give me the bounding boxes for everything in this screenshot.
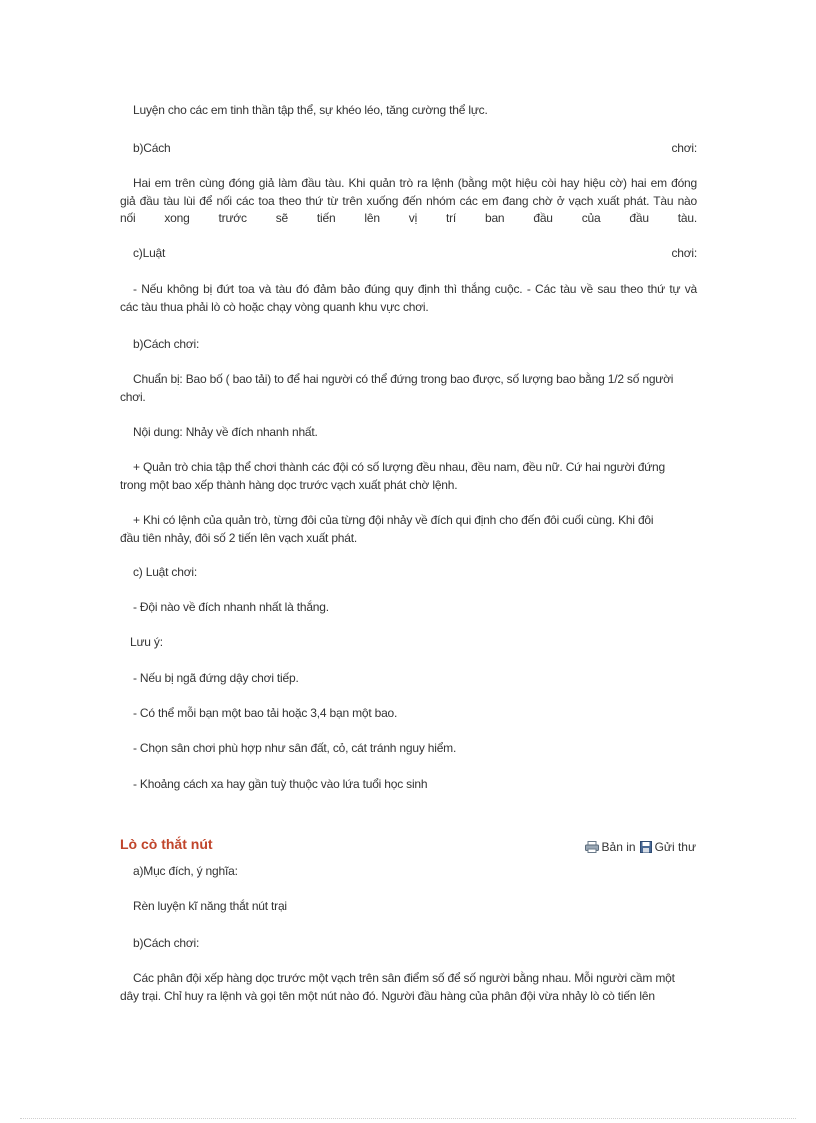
text-line: - Nếu không bị đứt toa và tàu đó đảm bảo đúng quy định thì thắng cuộc. - Các tàu về sau theo thứ tự và	[133, 282, 697, 296]
heading-purpose: a)Mục đích, ý nghĩa:	[133, 864, 238, 878]
heading-how-to-play-3: b)Cách chơi:	[133, 936, 200, 950]
text-line: trong một bao xếp thành hàng dọc trước vạch xuất phát chờ lệnh.	[120, 477, 458, 492]
text-line: Chuẩn bị: Bao bố ( bao tải) to để hai người có thể đứng trong bao được, số lượng bao bằng 1/2 số người	[133, 372, 674, 386]
heading-how-to-play-2: b)Cách chơi:	[133, 337, 200, 351]
print-link[interactable]	[585, 840, 636, 854]
page-bottom-divider	[20, 1118, 796, 1119]
printer-icon	[585, 841, 599, 853]
save-icon	[640, 841, 652, 853]
email-link[interactable]	[640, 840, 696, 854]
print-label: Bản in	[601, 840, 636, 854]
email-label: Gửi thư	[654, 840, 696, 854]
text-line: giả đầu tàu lùi để nối các toa theo thứ từ trên xuống đến nhóm các em đang chờ ở vạch xuất phát. Tàu nào	[120, 193, 697, 208]
paragraph-how-to-play-3	[120, 970, 697, 1005]
text-line: các tàu thua phải lò cò hoặc chạy vòng quanh khu vực chơi.	[120, 299, 429, 314]
heading-suffix: chơi:	[671, 141, 697, 155]
paragraph-how-to-play	[120, 175, 697, 228]
paragraph-preparation	[120, 371, 697, 406]
text-line: + Khi có lệnh của quản trò, từng đôi của từng đội nhảy về đích qui định cho đến đôi cuối cùng. Khi đôi	[133, 513, 654, 527]
text-line: chơi.	[120, 389, 146, 404]
paragraph-purpose-2: Rèn luyện kĩ năng thắt nút trại	[133, 899, 287, 913]
note-item: - Chọn sân chơi phù hợp như sân đất, cỏ, cát tránh nguy hiểm.	[133, 741, 457, 755]
paragraph-rules-2: - Đội nào về đích nhanh nhất là thắng.	[133, 600, 329, 614]
note-item: - Khoảng cách xa hay gần tuỳ thuộc vào lứa tuổi học sinh	[133, 777, 428, 791]
text-line: Các phân đội xếp hàng dọc trước một vạch trên sân điểm số để số người bằng nhau. Mỗi người cầm một	[133, 971, 675, 985]
paragraph-rules	[120, 281, 697, 316]
paragraph-purpose: Luyện cho các em tinh thần tập thể, sự khéo léo, tăng cường thể lực.	[133, 103, 488, 117]
article-title: Lò cò thắt nút	[120, 836, 213, 852]
heading-how-to-play	[120, 140, 697, 158]
note-item: - Có thể mỗi bạn một bao tải hoặc 3,4 bạn một bao.	[133, 706, 398, 720]
text-line: nối xong trước sẽ tiến lên vị trí ban đầu của đầu tàu.	[120, 211, 697, 225]
text-line: Hai em trên cùng đóng giả làm đầu tàu. Khi quản trò ra lệnh (bằng một hiệu còi hay hiệu cờ) hai em đóng	[133, 176, 697, 190]
heading-suffix: chơi:	[671, 246, 697, 260]
heading-rules	[120, 245, 697, 263]
text-line: đầu tiên nhảy, đôi số 2 tiến lên vạch xuất phát.	[120, 530, 358, 545]
heading-label: c)Luật	[133, 246, 166, 260]
text-line: dây trại. Chỉ huy ra lệnh và gọi tên một nút nào đó. Người đầu hàng của phân đội vừa nhảy lò cò tiến lên	[120, 988, 655, 1003]
paragraph-content: Nội dung: Nhảy về đích nhanh nhất.	[133, 425, 318, 439]
note-item: - Nếu bị ngã đứng dậy chơi tiếp.	[133, 671, 299, 685]
heading-rules-2: c) Luật chơi:	[133, 565, 197, 579]
article-tools	[585, 840, 696, 854]
text-line: + Quản trò chia tập thể chơi thành các đội có số lượng đều nhau, đều nam, đều nữ. Cứ hai người đứng	[133, 460, 665, 474]
heading-note: Lưu ý:	[130, 635, 163, 649]
heading-label: b)Cách	[133, 141, 171, 155]
paragraph-step-1	[120, 459, 697, 494]
paragraph-step-2	[120, 512, 697, 547]
